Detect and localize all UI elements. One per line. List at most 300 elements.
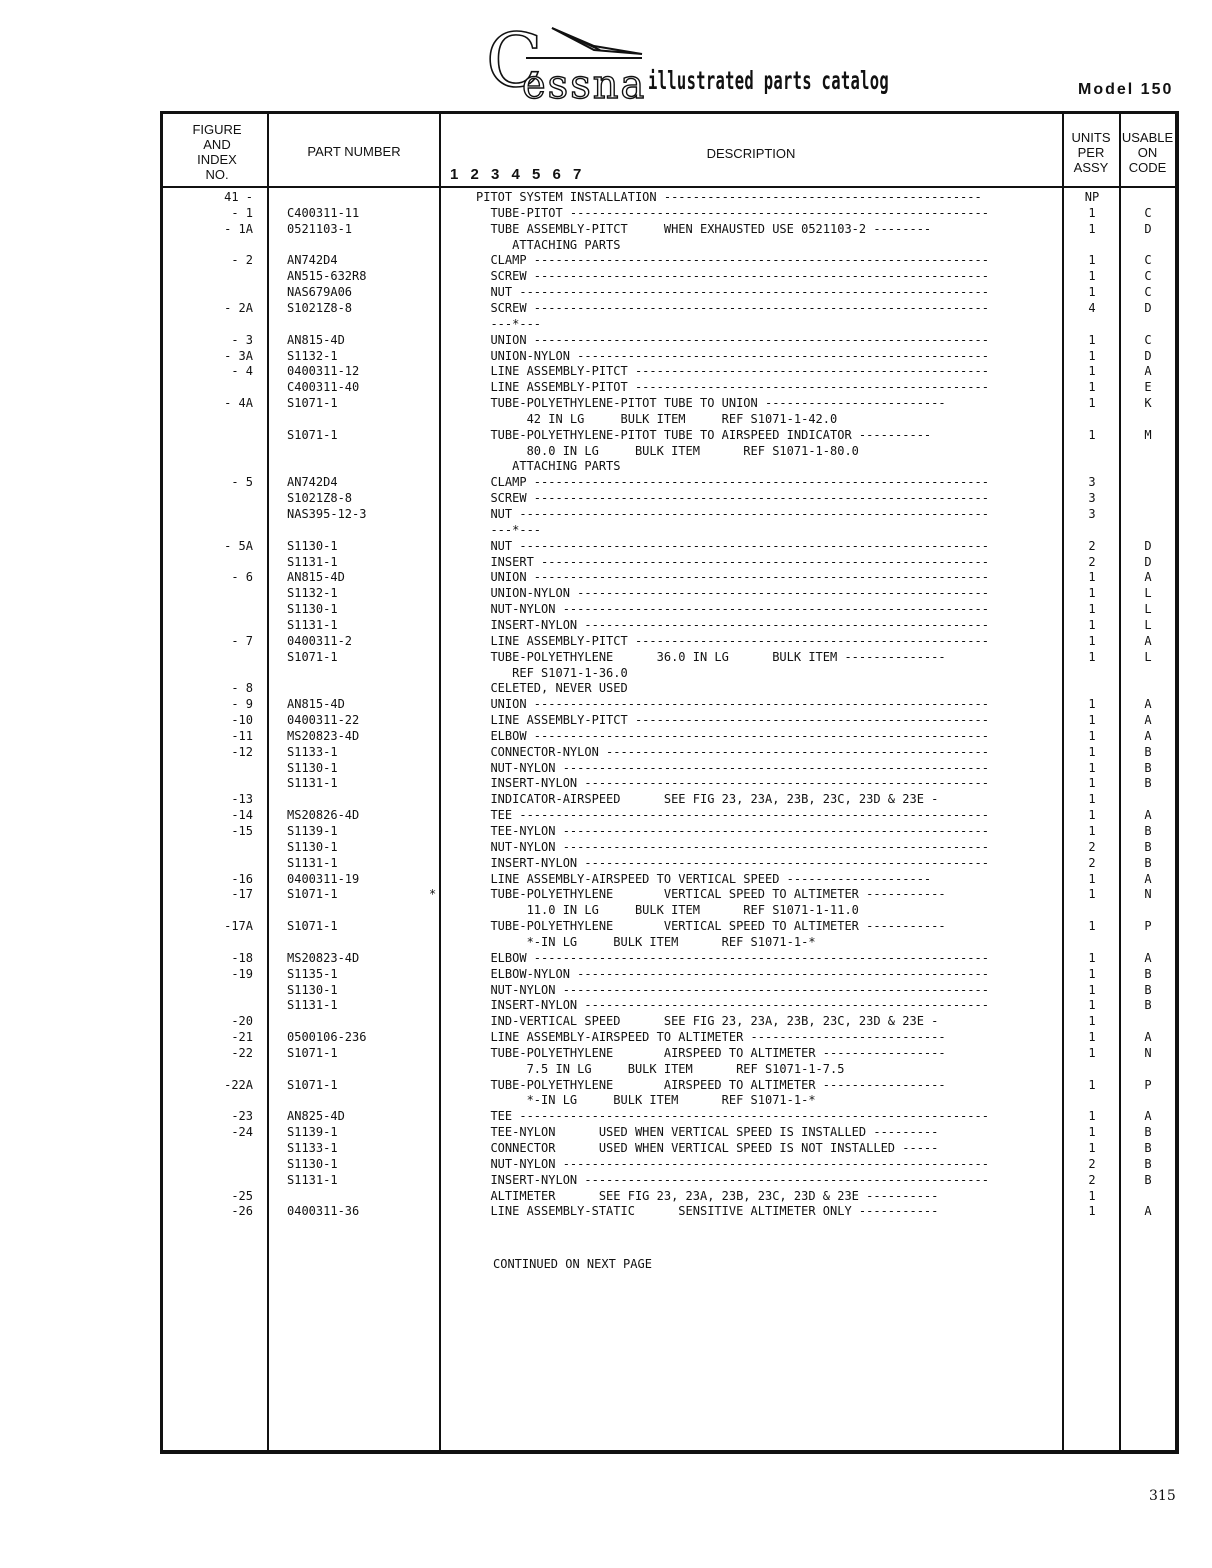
model-label: Model 150 <box>1078 81 1174 98</box>
figure-index: -10 <box>231 713 253 728</box>
table-row <box>163 919 1175 934</box>
table-row <box>163 190 1175 205</box>
units-per-assy: 1 <box>1088 982 1096 997</box>
description: ELBOW --------------------------------------------------------------- <box>476 950 989 965</box>
table-row <box>163 555 1175 570</box>
usable-code: P <box>1144 919 1152 934</box>
part-number: S1135-1 <box>287 966 338 981</box>
units-per-assy: 2 <box>1088 1156 1096 1171</box>
continued-note: CONTINUED ON NEXT PAGE <box>493 1257 652 1271</box>
units-per-assy: 1 <box>1088 332 1096 347</box>
units-per-assy: 1 <box>1088 1188 1096 1203</box>
table-row <box>163 507 1175 522</box>
usable-code: A <box>1144 950 1152 965</box>
table-row <box>163 824 1175 839</box>
catalog-title: illustrated parts catalog <box>648 66 890 95</box>
figure-index: - 7 <box>231 633 253 648</box>
description: LINE ASSEMBLY-AIRSPEED TO VERTICAL SPEED -------------------- <box>476 871 932 886</box>
figure-index: -11 <box>231 728 253 743</box>
units-per-assy: 1 <box>1088 713 1096 728</box>
part-number: S1132-1 <box>287 586 338 601</box>
part-number: MS20823-4D <box>287 728 360 743</box>
description: SCREW --------------------------------------------------------------- <box>476 269 989 284</box>
description: UNION-NYLON --------------------------------------------------------- <box>476 586 989 601</box>
description-header: DESCRIPTION <box>706 146 796 161</box>
table-row <box>163 206 1175 221</box>
units-per-assy: 1 <box>1088 1045 1096 1060</box>
figure-index: - 1A <box>224 221 253 236</box>
units-per-assy: 1 <box>1088 285 1096 300</box>
table-row <box>163 967 1175 982</box>
units-per-assy: 1 <box>1088 824 1096 838</box>
description: LINE ASSEMBLY-STATIC SENSITIVE ALTIMETER ONLY ----------- <box>476 1204 939 1219</box>
units-per-assy: 1 <box>1088 1030 1096 1045</box>
table-row <box>163 761 1175 776</box>
description: TEE-NYLON ----------------------------------------------------------- <box>476 824 989 838</box>
table-row <box>163 380 1175 395</box>
part-number: 0400311-12 <box>287 364 360 379</box>
part-number: AN815-4D <box>287 570 345 585</box>
usable-code: C <box>1144 285 1152 300</box>
table-row <box>163 364 1175 379</box>
description: TUBE-POLYETHYLENE-PITOT TUBE TO UNION ------------------------- <box>476 396 946 411</box>
description: CELETED, NEVER USED <box>476 681 628 696</box>
figure-index: -13 <box>231 792 253 807</box>
page-number: 315 <box>1149 1488 1176 1504</box>
usable-code: A <box>1144 1204 1152 1219</box>
description: CONNECTOR-NYLON ----------------------------------------------------- <box>476 744 989 759</box>
usable-code: C <box>1144 269 1152 284</box>
part-number: S1021Z8-8 <box>287 300 353 315</box>
units-per-assy: 1 <box>1088 887 1096 902</box>
usable-code: B <box>1144 824 1152 838</box>
table-row <box>163 459 1175 474</box>
part-number: S1131-1 <box>287 1172 338 1187</box>
usable-code: L <box>1144 586 1152 601</box>
part-number: S1071-1 <box>287 396 338 411</box>
units-per-assy: 1 <box>1088 1125 1096 1140</box>
description: NUT ----------------------------------------------------------------- <box>476 285 989 300</box>
units-per-assy: 1 <box>1088 253 1096 268</box>
usable-code: A <box>1144 364 1152 379</box>
usable-code: A <box>1144 808 1152 823</box>
usable-code: E <box>1144 380 1152 395</box>
usable-code: D <box>1144 538 1152 553</box>
description: UNION --------------------------------------------------------------- <box>476 332 989 347</box>
description: LINE ASSEMBLY-PITOT ------------------------------------------------- <box>476 380 989 395</box>
part-number: 0400311-2 <box>287 633 353 648</box>
usable-code: L <box>1144 649 1152 664</box>
table-row <box>163 1014 1175 1029</box>
parts-table <box>160 111 1179 1454</box>
usable-code: B <box>1144 776 1152 791</box>
description: TUBE ASSEMBLY-PITCT WHEN EXHAUSTED USE 0521103-2 -------- <box>476 221 932 236</box>
part-number: AN815-4D <box>287 697 345 712</box>
units-per-assy: 1 <box>1088 380 1096 395</box>
part-number-header: PART NUMBER <box>307 144 401 159</box>
part-number: AN742D4 <box>287 253 338 268</box>
description: TUBE-POLYETHYLENE AIRSPEED TO ALTIMETER ----------------- <box>476 1077 946 1092</box>
description: INSERT -------------------------------------------------------------- <box>476 554 989 569</box>
description: TEE-NYLON USED WHEN VERTICAL SPEED IS INSTALLED --------- <box>476 1125 939 1140</box>
description: TUBE-POLYETHYLENE VERTICAL SPEED TO ALTIMETER ----------- <box>476 887 946 902</box>
units-per-assy: 1 <box>1088 269 1096 284</box>
part-number: S1132-1 <box>287 348 338 363</box>
figure-index: - 4A <box>224 396 253 411</box>
figure-index-header: FIGURE AND INDEX NO. <box>192 122 242 182</box>
units-per-assy: 1 <box>1088 1077 1096 1092</box>
units-per-assy: 1 <box>1088 364 1096 379</box>
table-row <box>163 222 1175 237</box>
indent-levels: 1 2 3 4 5 6 7 <box>450 166 586 183</box>
part-number: S1131-1 <box>287 998 338 1013</box>
table-row <box>163 681 1175 696</box>
part-number: AN815-4D <box>287 332 345 347</box>
figure-index: -19 <box>231 966 253 981</box>
table-row <box>163 650 1175 665</box>
usable-code: A <box>1144 871 1152 886</box>
table-row <box>163 634 1175 649</box>
description: INSERT-NYLON -------------------------------------------------------- <box>476 998 989 1013</box>
figure-index: - 1 <box>231 205 253 220</box>
usable-on-code-header: USABLE ON CODE <box>1121 130 1174 175</box>
part-number: S1139-1 <box>287 824 338 838</box>
units-per-assy: 1 <box>1088 808 1096 823</box>
description: IND-VERTICAL SPEED SEE FIG 23, 23A, 23B, 23C, 23D & 23E - <box>476 1014 939 1029</box>
table-row <box>163 1030 1175 1045</box>
description: TEE ----------------------------------------------------------------- <box>476 808 989 823</box>
table-row <box>163 666 1175 681</box>
change-marker: * <box>429 887 437 902</box>
usable-code: A <box>1144 1030 1152 1045</box>
description: TEE ----------------------------------------------------------------- <box>476 1109 989 1124</box>
usable-code: C <box>1144 253 1152 268</box>
table-row <box>163 1141 1175 1156</box>
usable-code: M <box>1144 427 1152 442</box>
units-per-assy: 1 <box>1088 744 1096 759</box>
usable-code: A <box>1144 633 1152 648</box>
usable-code: B <box>1144 966 1152 981</box>
part-number: S1071-1 <box>287 887 338 902</box>
table-row <box>163 1204 1175 1219</box>
part-number: NAS395-12-3 <box>287 507 367 521</box>
description: 42 IN LG BULK ITEM REF S1071-1-42.0 <box>476 411 838 426</box>
table-row <box>163 491 1175 506</box>
part-number: NAS679A06 <box>287 285 353 300</box>
figure-index: -17A <box>224 919 253 934</box>
figure-index: -26 <box>231 1204 253 1219</box>
description: SCREW --------------------------------------------------------------- <box>476 300 989 315</box>
units-per-assy: 2 <box>1088 538 1096 553</box>
description: LINE ASSEMBLY-AIRSPEED TO ALTIMETER --------------------------- <box>476 1030 946 1045</box>
table-row <box>163 872 1175 887</box>
usable-code: C <box>1144 205 1152 220</box>
units-per-assy: 2 <box>1088 554 1096 569</box>
part-number: C400311-11 <box>287 205 360 220</box>
description: NUT-NYLON ----------------------------------------------------------- <box>476 602 989 617</box>
usable-code: L <box>1144 617 1152 632</box>
figure-index: - 3 <box>231 332 253 347</box>
description: INSERT-NYLON -------------------------------------------------------- <box>476 855 989 870</box>
description: ELBOW --------------------------------------------------------------- <box>476 728 989 743</box>
part-number: S1131-1 <box>287 617 338 632</box>
description: LINE ASSEMBLY-PITCT ------------------------------------------------- <box>476 633 989 648</box>
table-row <box>163 697 1175 712</box>
usable-code: B <box>1144 839 1152 854</box>
part-number: 0400311-36 <box>287 1204 360 1219</box>
usable-code: A <box>1144 697 1152 712</box>
figure-index: -22A <box>224 1077 253 1092</box>
table-row <box>163 349 1175 364</box>
description: ---*--- <box>476 316 542 331</box>
table-row <box>163 570 1175 585</box>
description: INDICATOR-AIRSPEED SEE FIG 23, 23A, 23B, 23C, 23D & 23E - <box>476 792 939 807</box>
table-row <box>163 1078 1175 1093</box>
units-per-assy: 1 <box>1088 919 1096 934</box>
table-row <box>163 729 1175 744</box>
table-row <box>163 1109 1175 1124</box>
table-row <box>163 396 1175 411</box>
description: NUT-NYLON ----------------------------------------------------------- <box>476 982 989 997</box>
figure-index: -17 <box>231 887 253 902</box>
part-number: S1139-1 <box>287 1125 338 1140</box>
part-number: S1071-1 <box>287 1077 338 1092</box>
part-number: S1133-1 <box>287 1141 338 1155</box>
description: NUT-NYLON ----------------------------------------------------------- <box>476 760 989 775</box>
figure-index: -15 <box>231 824 253 838</box>
part-number: AN825-4D <box>287 1109 345 1124</box>
figure-index: - 2 <box>231 253 253 268</box>
table-row <box>163 903 1175 918</box>
units-per-assy-header: UNITS PER ASSY <box>1071 130 1111 175</box>
units-per-assy: 1 <box>1088 348 1096 363</box>
description: ATTACHING PARTS <box>476 459 621 474</box>
figure-index: -24 <box>231 1125 253 1140</box>
units-per-assy: 2 <box>1088 1172 1096 1187</box>
units-per-assy: 1 <box>1088 617 1096 632</box>
figure-index: -18 <box>231 950 253 965</box>
description: ELBOW-NYLON --------------------------------------------------------- <box>476 966 989 981</box>
part-number: S1021Z8-8 <box>287 491 353 506</box>
units-per-assy: 1 <box>1088 728 1096 743</box>
figure-index: -20 <box>231 1014 253 1029</box>
table-row <box>163 301 1175 316</box>
description: 7.5 IN LG BULK ITEM REF S1071-1-7.5 <box>476 1061 845 1076</box>
part-number: S1131-1 <box>287 776 338 791</box>
units-per-assy: 1 <box>1088 950 1096 965</box>
figure-index: - 4 <box>231 364 253 379</box>
units-per-assy: 3 <box>1088 507 1096 521</box>
usable-code: B <box>1144 982 1152 997</box>
table-row <box>163 1173 1175 1188</box>
table-row <box>163 935 1175 950</box>
units-per-assy: 3 <box>1088 491 1096 506</box>
description: LINE ASSEMBLY-PITCT ------------------------------------------------- <box>476 713 989 728</box>
table-row <box>163 1125 1175 1140</box>
description: NUT ----------------------------------------------------------------- <box>476 538 989 553</box>
part-number: AN742D4 <box>287 475 338 490</box>
units-per-assy: 1 <box>1088 633 1096 648</box>
figure-index: - 5 <box>231 475 253 490</box>
table-row <box>163 317 1175 332</box>
units-per-assy: 1 <box>1088 427 1096 442</box>
description: TUBE-PITOT ---------------------------------------------------------- <box>476 205 989 220</box>
table-row <box>163 808 1175 823</box>
usable-code: A <box>1144 570 1152 585</box>
table-row <box>163 983 1175 998</box>
units-per-assy: 2 <box>1088 855 1096 870</box>
description: ALTIMETER SEE FIG 23, 23A, 23B, 23C, 23D & 23E ---------- <box>476 1188 939 1203</box>
part-number: C400311-40 <box>287 380 360 395</box>
usable-code: A <box>1144 1109 1152 1124</box>
logo-wordmark: essna <box>522 62 647 108</box>
units-per-assy: 1 <box>1088 1109 1096 1124</box>
table-row <box>163 602 1175 617</box>
page-header <box>0 0 1212 112</box>
description: TUBE-POLYETHYLENE 36.0 IN LG BULK ITEM -------------- <box>476 649 946 664</box>
part-number: MS20826-4D <box>287 808 360 823</box>
part-number: 0500106-236 <box>287 1030 367 1045</box>
table-row <box>163 1093 1175 1108</box>
units-per-assy: 1 <box>1088 792 1096 807</box>
usable-code: B <box>1144 760 1152 775</box>
table-row <box>163 523 1175 538</box>
description: SCREW --------------------------------------------------------------- <box>476 491 989 506</box>
figure-index: - 2A <box>224 300 253 315</box>
table-row <box>163 887 1175 902</box>
description: LINE ASSEMBLY-PITCT ------------------------------------------------- <box>476 364 989 379</box>
usable-code: D <box>1144 300 1152 315</box>
units-per-assy: 1 <box>1088 966 1096 981</box>
units-per-assy: 1 <box>1088 649 1096 664</box>
description: TUBE-POLYETHYLENE-PITOT TUBE TO AIRSPEED INDICATOR ---------- <box>476 427 932 442</box>
units-per-assy: 1 <box>1088 776 1096 791</box>
description: CONNECTOR USED WHEN VERTICAL SPEED IS NOT INSTALLED ----- <box>476 1141 939 1155</box>
units-per-assy: 1 <box>1088 221 1096 236</box>
units-per-assy: 1 <box>1088 1204 1096 1219</box>
description: TUBE-POLYETHYLENE VERTICAL SPEED TO ALTIMETER ----------- <box>476 919 946 934</box>
part-number: S1130-1 <box>287 982 338 997</box>
usable-code: B <box>1144 744 1152 759</box>
table-row <box>163 1157 1175 1172</box>
description: INSERT-NYLON -------------------------------------------------------- <box>476 1172 989 1187</box>
usable-code: B <box>1144 998 1152 1013</box>
table-row <box>163 951 1175 966</box>
usable-code: B <box>1144 855 1152 870</box>
table-row <box>163 713 1175 728</box>
figure-index: - 6 <box>231 570 253 585</box>
part-number: S1130-1 <box>287 1156 338 1171</box>
part-number: 0521103-1 <box>287 221 353 236</box>
units-per-assy: 1 <box>1088 1141 1096 1155</box>
description: ---*--- <box>476 522 542 537</box>
usable-code: A <box>1144 728 1152 743</box>
description: NUT ----------------------------------------------------------------- <box>476 507 989 521</box>
description: INSERT-NYLON -------------------------------------------------------- <box>476 617 989 632</box>
description: TUBE-POLYETHYLENE AIRSPEED TO ALTIMETER ----------------- <box>476 1045 946 1060</box>
part-number: S1071-1 <box>287 427 338 442</box>
table-row <box>163 1046 1175 1061</box>
units-per-assy: 1 <box>1088 586 1096 601</box>
part-number: S1071-1 <box>287 649 338 664</box>
part-number: MS20823-4D <box>287 950 360 965</box>
table-row <box>163 745 1175 760</box>
table-row <box>163 1189 1175 1204</box>
part-number: S1130-1 <box>287 760 338 775</box>
usable-code: B <box>1144 1156 1152 1171</box>
table-row <box>163 428 1175 443</box>
logo-initial: C <box>486 18 543 104</box>
figure-index: -21 <box>231 1030 253 1045</box>
description: NUT-NYLON ----------------------------------------------------------- <box>476 839 989 854</box>
table-row <box>163 238 1175 253</box>
usable-code: A <box>1144 713 1152 728</box>
part-number: S1133-1 <box>287 744 338 759</box>
table-row <box>163 1062 1175 1077</box>
units-per-assy: NP <box>1084 190 1100 204</box>
units-per-assy: 4 <box>1088 300 1096 315</box>
part-number: S1130-1 <box>287 839 338 854</box>
description: INSERT-NYLON -------------------------------------------------------- <box>476 776 989 791</box>
units-per-assy: 1 <box>1088 998 1096 1013</box>
units-per-assy: 1 <box>1088 871 1096 886</box>
units-per-assy: 1 <box>1088 205 1096 220</box>
table-row <box>163 840 1175 855</box>
table-row <box>163 792 1175 807</box>
usable-code: D <box>1144 221 1152 236</box>
part-number: S1130-1 <box>287 602 338 617</box>
header-divider <box>163 186 1175 188</box>
figure-index: 41 - <box>224 190 253 204</box>
description: PITOT SYSTEM INSTALLATION -------------------------------------------- <box>476 190 982 204</box>
figure-index: - 8 <box>231 681 253 696</box>
description: CLAMP --------------------------------------------------------------- <box>476 475 989 490</box>
usable-code: B <box>1144 1172 1152 1187</box>
part-number: S1131-1 <box>287 855 338 870</box>
table-row <box>163 412 1175 427</box>
usable-code: K <box>1144 396 1152 411</box>
table-row <box>163 586 1175 601</box>
usable-code: D <box>1144 554 1152 569</box>
description: *-IN LG BULK ITEM REF S1071-1-* <box>476 934 816 949</box>
part-number: S1071-1 <box>287 1045 338 1060</box>
table-row <box>163 475 1175 490</box>
figure-index: -16 <box>231 871 253 886</box>
table-row <box>163 776 1175 791</box>
table-row <box>163 285 1175 300</box>
table-row <box>163 539 1175 554</box>
table-row <box>163 998 1175 1013</box>
units-per-assy: 1 <box>1088 1014 1096 1029</box>
description: REF S1071-1-36.0 <box>476 665 628 680</box>
figure-index: - 9 <box>231 697 253 712</box>
usable-code: N <box>1144 887 1152 902</box>
usable-code: L <box>1144 602 1152 617</box>
figure-index: -23 <box>231 1109 253 1124</box>
table-row <box>163 856 1175 871</box>
part-number: 0400311-22 <box>287 713 360 728</box>
usable-code: P <box>1144 1077 1152 1092</box>
description: *-IN LG BULK ITEM REF S1071-1-* <box>476 1093 816 1108</box>
part-number: AN515-632R8 <box>287 269 367 284</box>
units-per-assy: 2 <box>1088 839 1096 854</box>
usable-code: C <box>1144 332 1152 347</box>
description: NUT-NYLON ----------------------------------------------------------- <box>476 1156 989 1171</box>
usable-code: D <box>1144 348 1152 363</box>
part-number: S1130-1 <box>287 538 338 553</box>
figure-index: -22 <box>231 1045 253 1060</box>
table-row <box>163 444 1175 459</box>
